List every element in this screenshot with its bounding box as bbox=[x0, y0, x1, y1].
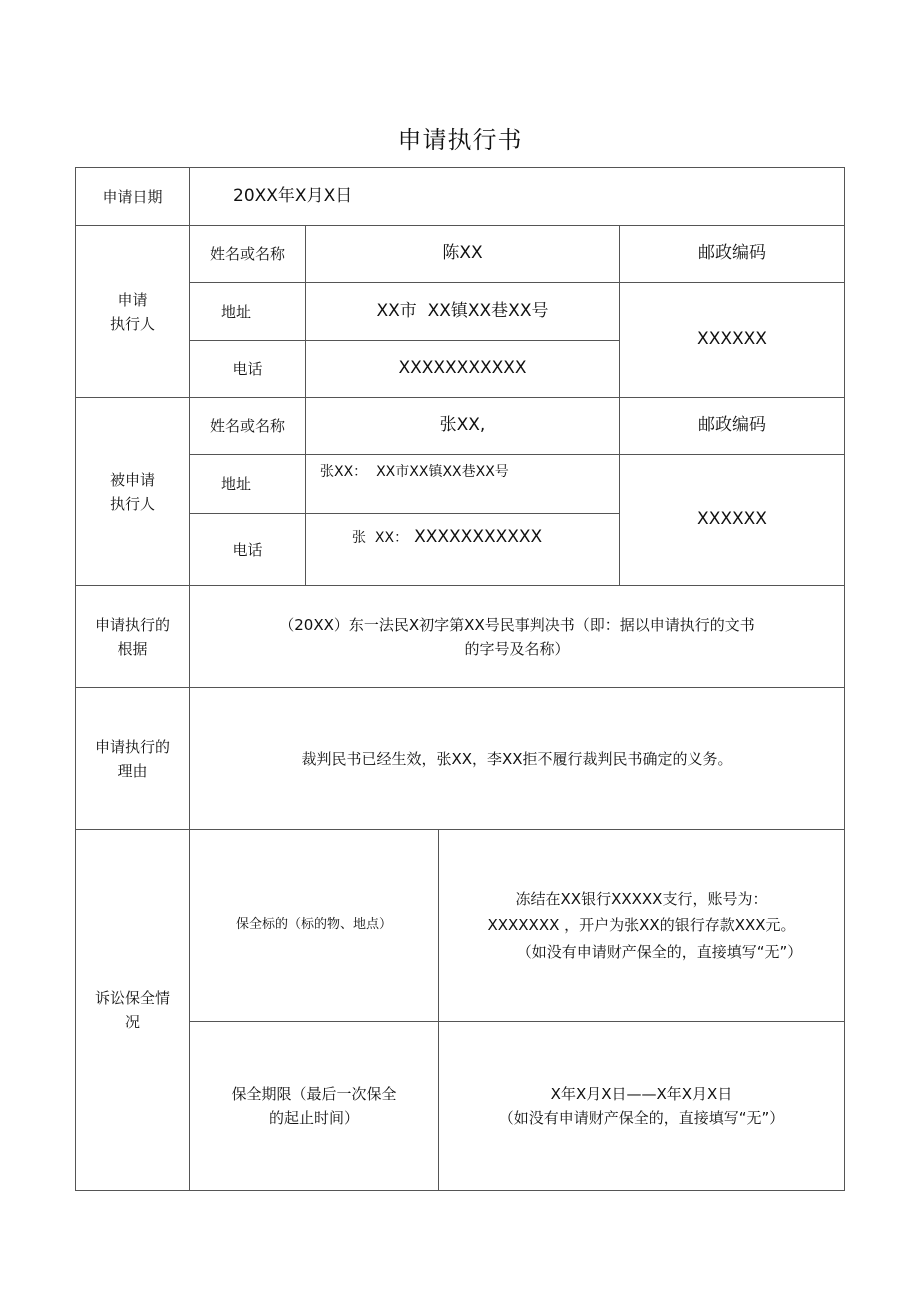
applicant-address-label: 地址 bbox=[220, 302, 251, 321]
respondent-name-value: 张XX, bbox=[439, 415, 486, 436]
respondent-name-label: 姓名或名称 bbox=[209, 417, 285, 435]
respondent-phone-value: 张 XX： XXXXXXXXXXX bbox=[352, 527, 543, 548]
applicant-postal-value: XXXXXX bbox=[697, 329, 767, 350]
applicant-name-value: 陈XX bbox=[442, 243, 483, 264]
preservation-target-text: 冻结在XX银行XXXXX支行，账号为： XXXXXXX ，开户为张XX的银行存款XXX元。 （如没有申请财产保全的，直接填写“无”） bbox=[487, 890, 803, 961]
apply-date-label: 申请日期 bbox=[102, 187, 163, 206]
respondent-section-label: 被申请 执行人 bbox=[109, 470, 155, 513]
reason-text: 裁判民书已经生效，张XX，李XX拒不履行裁判民书确定的义务。 bbox=[301, 749, 733, 768]
respondent-address-value: 张XX： XX市XX镇XX巷XX号 bbox=[320, 463, 509, 480]
applicant-section-label: 申请 执行人 bbox=[109, 290, 155, 333]
preservation-period-text: X年X月X日——X年X月X日 （如没有申请财产保全的，直接填写“无”） bbox=[498, 1085, 785, 1127]
preservation-period-label: 保全期限（最后一次保全 的起止时间） bbox=[231, 1085, 397, 1127]
apply-date-value: 20XX年X月X日 bbox=[233, 185, 353, 206]
document-title: 申请执行书 bbox=[397, 126, 523, 154]
applicant-phone-value: XXXXXXXXXXX bbox=[398, 358, 527, 379]
respondent-phone-label: 电话 bbox=[232, 540, 263, 559]
respondent-address-label: 地址 bbox=[220, 475, 251, 493]
applicant-postal-label: 邮政编码 bbox=[698, 243, 766, 264]
respondent-postal-value: XXXXXX bbox=[697, 509, 767, 530]
reason-label: 申请执行的 理由 bbox=[94, 737, 170, 780]
applicant-phone-label: 电话 bbox=[232, 360, 263, 378]
preservation-label: 诉讼保全情 况 bbox=[94, 989, 170, 1031]
preservation-target-label: 保全标的（标的物、地点） bbox=[235, 917, 392, 933]
basis-text: （20XX）东一法民X初字第XX号民事判决书（即：据以申请执行的文书 的字号及名称） bbox=[279, 615, 755, 658]
respondent-postal-label: 邮政编码 bbox=[698, 415, 766, 436]
basis-label: 申请执行的 根据 bbox=[94, 615, 170, 658]
applicant-address-value: XX市 XX镇XX巷XX号 bbox=[376, 300, 549, 321]
applicant-name-label: 姓名或名称 bbox=[209, 245, 285, 263]
